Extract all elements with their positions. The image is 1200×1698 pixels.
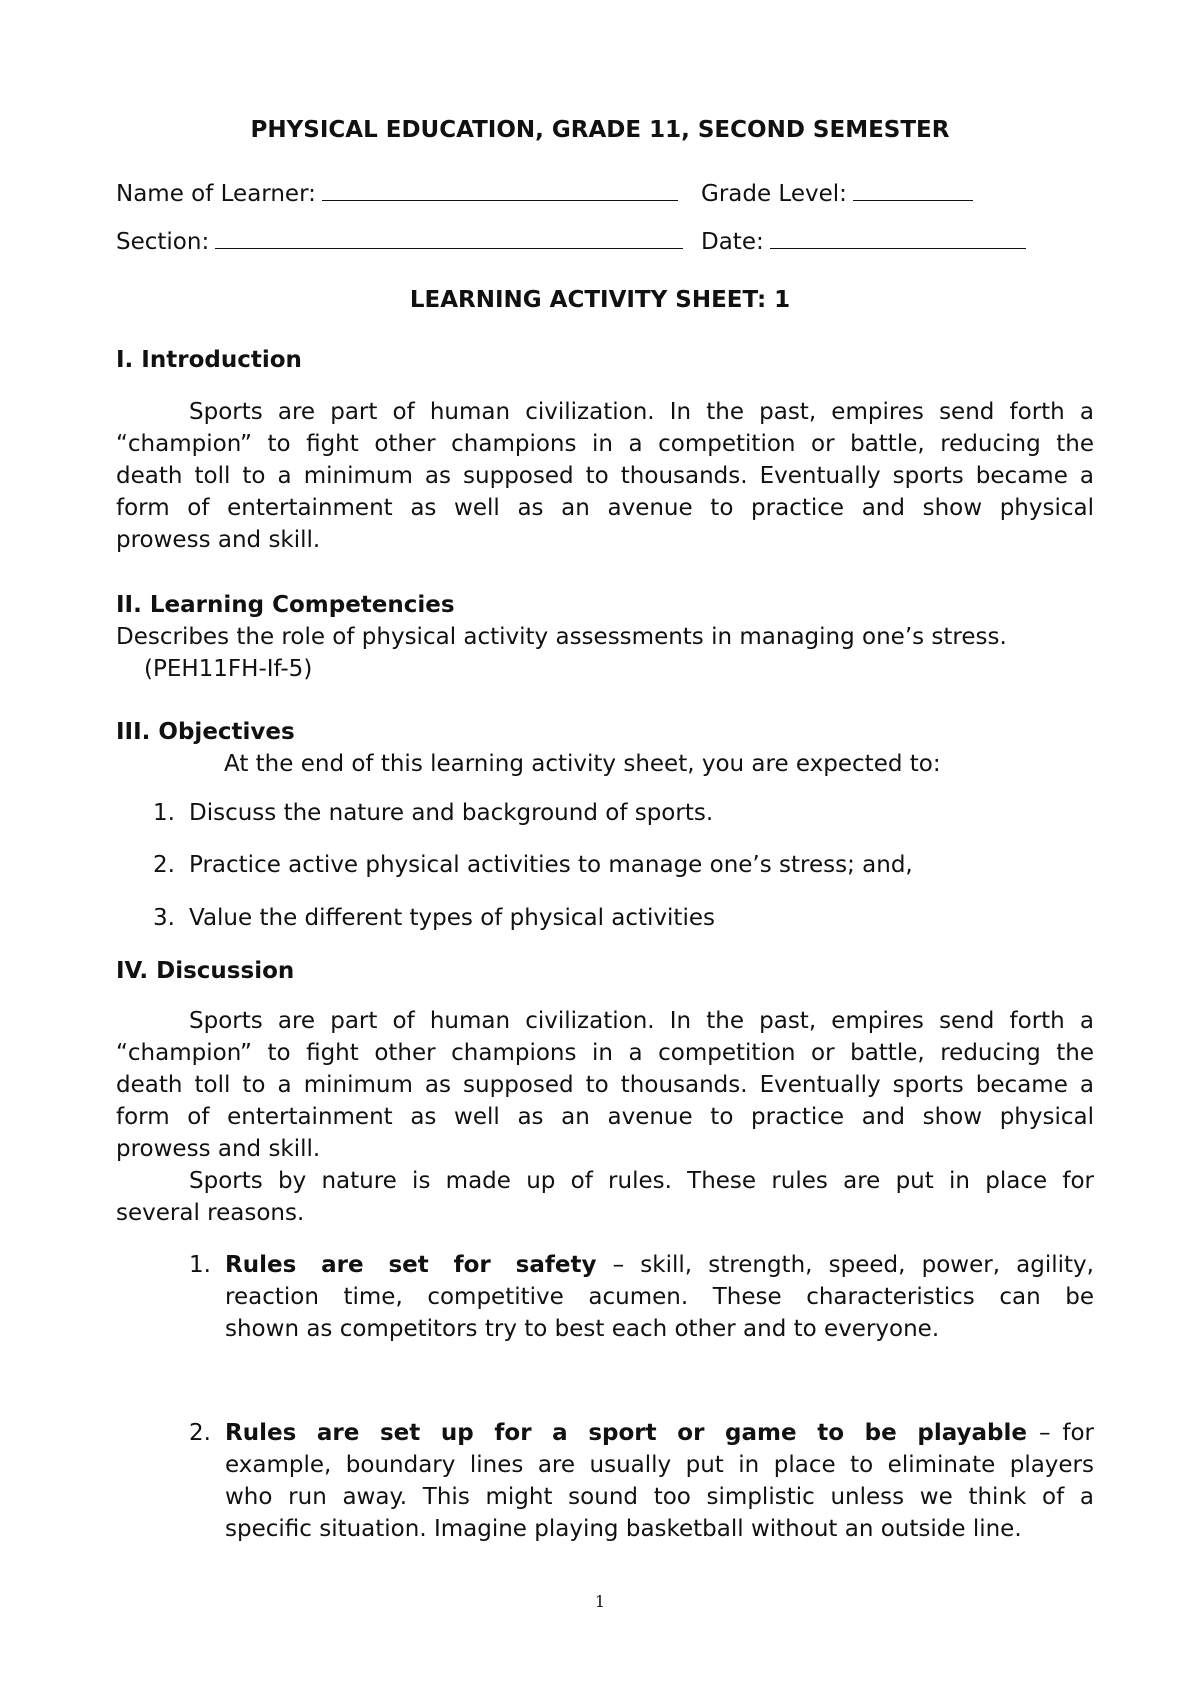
section-field[interactable] <box>215 226 683 249</box>
grade-row <box>701 178 973 210</box>
discussion-paragraph <box>116 1005 1094 1229</box>
grade-label: Grade Level: <box>701 181 847 207</box>
date-field[interactable] <box>770 226 1026 249</box>
sheet-title: LEARNING ACTIVITY SHEET: 1 <box>409 287 791 313</box>
date-label: Date: <box>701 229 764 255</box>
section-row <box>116 226 683 258</box>
paragraph-line: prowess and skill. <box>116 1136 321 1162</box>
page-number: 1 <box>594 1592 606 1611</box>
list-item: Discuss the nature and background of sports. <box>189 800 714 826</box>
grade-field[interactable] <box>853 178 973 201</box>
paragraph-line: death toll to a minimum as supposed to thousands. Eventually sports became a <box>116 463 1094 489</box>
paragraph-line: death toll to a minimum as supposed to thousands. Eventually sports became a <box>116 1072 1094 1098</box>
rule-number: 1. <box>189 1252 211 1278</box>
page-title: PHYSICAL EDUCATION, GRADE 11, SECOND SEMESTER <box>250 117 950 143</box>
paragraph-line: several reasons. <box>116 1200 305 1226</box>
paragraph-line: prowess and skill. <box>116 527 321 553</box>
name-label: Name of Learner: <box>116 181 316 207</box>
rule-title: Rules are set for safety <box>225 1252 597 1278</box>
rule-line: example, boundary lines are usually put in place to eliminate players <box>225 1452 1094 1478</box>
rule-title: Rules are set up for a sport or game to be playable <box>225 1420 1027 1446</box>
rule-line: shown as competitors try to best each other and to everyone. <box>225 1316 940 1342</box>
rule-line <box>225 1417 1094 1449</box>
rule-text: – skill, strength, speed, power, agility, <box>596 1252 1094 1278</box>
competencies-text: Describes the role of physical activity assessments in managing one’s stress. <box>116 624 1007 650</box>
list-item-number: 3. <box>153 905 175 931</box>
paragraph-line: form of entertainment as well as an avenue to practice and show physical <box>116 1104 1094 1130</box>
competency-code: (PEH11FH-If-5) <box>144 656 313 682</box>
list-item-number: 2. <box>153 852 175 878</box>
rule-item <box>225 1249 1094 1345</box>
rule-line: reaction time, competitive acumen. These characteristics can be <box>225 1284 1094 1310</box>
competencies-heading: II. Learning Competencies <box>116 592 455 618</box>
list-item: Practice active physical activities to manage one’s stress; and, <box>189 852 913 878</box>
paragraph-line: “champion” to fight other champions in a competition or battle, reducing the <box>116 1040 1094 1066</box>
objectives-lead: At the end of this learning activity sheet, you are expected to: <box>224 751 941 777</box>
name-field[interactable] <box>322 178 678 201</box>
introduction-paragraph <box>116 396 1094 556</box>
rule-line <box>225 1249 1094 1281</box>
paragraph-line: Sports by nature is made up of rules. These rules are put in place for <box>189 1168 1094 1194</box>
objectives-heading: III. Objectives <box>116 719 295 745</box>
rule-number: 2. <box>189 1420 211 1446</box>
paragraph-line: Sports are part of human civilization. In the past, empires send forth a <box>189 1008 1094 1034</box>
section-label: Section: <box>116 229 210 255</box>
paragraph-line: Sports are part of human civilization. In the past, empires send forth a <box>189 399 1094 425</box>
rule-item <box>225 1417 1094 1545</box>
paragraph-line: form of entertainment as well as an avenue to practice and show physical <box>116 495 1094 521</box>
paragraph-line: “champion” to fight other champions in a competition or battle, reducing the <box>116 431 1094 457</box>
rule-text: – for <box>1027 1420 1095 1446</box>
list-item-number: 1. <box>153 800 175 826</box>
date-row <box>701 226 1026 258</box>
list-item: Value the different types of physical activities <box>189 905 715 931</box>
rule-line: who run away. This might sound too simplistic unless we think of a <box>225 1484 1094 1510</box>
introduction-heading: I. Introduction <box>116 347 302 373</box>
discussion-heading: IV. Discussion <box>116 958 295 984</box>
rule-line: specific situation. Imagine playing basketball without an outside line. <box>225 1516 1022 1542</box>
